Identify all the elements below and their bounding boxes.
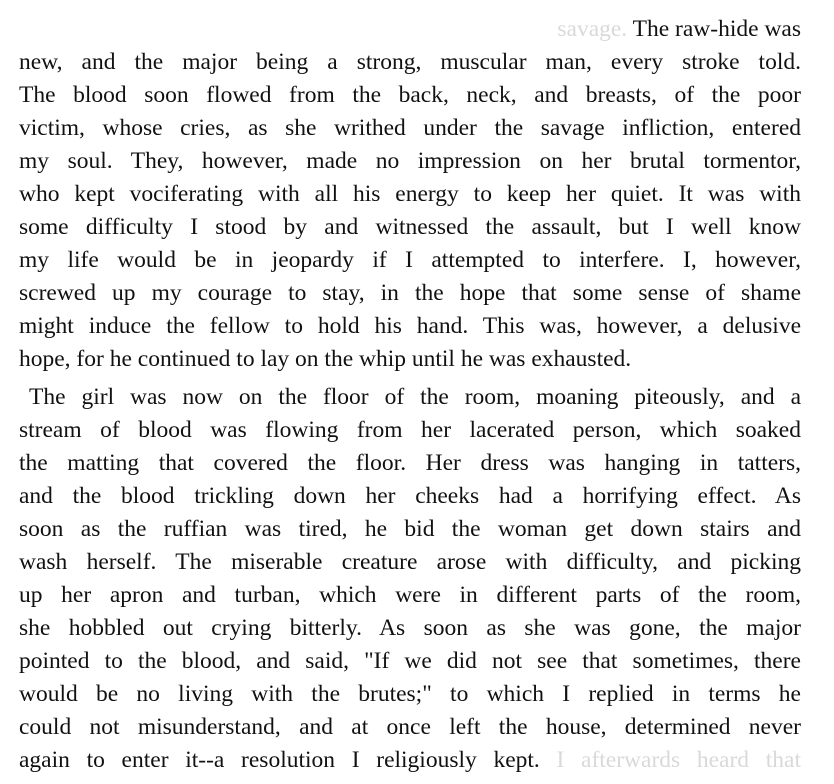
paragraph-1-line-11: hope, for he continued to lay on the whip until he was exhausted.: [19, 346, 632, 372]
paragraph-2-line-10: would be no living with the brutes;" to which I replied in terms he: [19, 681, 801, 707]
paragraph-2-line-5: soon as the ruffian was tired, he bid the woman get down stairs and: [19, 516, 801, 542]
faded-text: savage.: [557, 16, 628, 42]
paragraph-1-line-5: my soul. They, however, made no impression on her brutal tormentor,: [19, 148, 801, 174]
faded-text: I afterwards heard that: [556, 747, 801, 773]
paragraph-2-line-12: again to enter it--a resolution I religiously kept. I afterwards heard that: [19, 747, 801, 773]
paragraph-2-line-11: could not misunderstand, and at once left the house, determined never: [19, 714, 801, 740]
paragraph-2-line-6: wash herself. The miserable creature arose with difficulty, and picking: [19, 549, 801, 575]
paragraph-2-line-3: the matting that covered the floor. Her dress was hanging in tatters,: [19, 450, 801, 476]
paragraph-2-line-7: up her apron and turban, which were in different parts of the room,: [19, 582, 801, 608]
paragraph-1-line-1: savage. The raw-hide was: [557, 16, 801, 42]
paragraph-2: [19, 381, 801, 777]
paragraph-1-line-3: The blood soon flowed from the back, neck, and breasts, of the poor: [19, 82, 801, 108]
paragraph-2-line-8: she hobbled out crying bitterly. As soon as she was gone, the major: [19, 615, 801, 641]
paragraph-1-line-7: some difficulty I stood by and witnessed the assault, but I well know: [19, 214, 801, 240]
paragraph-2-line-4: and the blood trickling down her cheeks had a horrifying effect. As: [19, 483, 801, 509]
paragraph-1-line-4: victim, whose cries, as she writhed under the savage infliction, entered: [19, 115, 801, 141]
paragraph-1-line-2: new, and the major being a strong, muscular man, every stroke told.: [19, 49, 801, 75]
paragraph-2-line-2: stream of blood was flowing from her lacerated person, which soaked: [19, 417, 801, 443]
paragraph-1-line-8: my life would be in jeopardy if I attempted to interfere. I, however,: [19, 247, 801, 273]
paragraph-1-line-10: might induce the fellow to hold his hand. This was, however, a delusive: [19, 313, 801, 339]
paragraph-2-line-9: pointed to the blood, and said, "If we did not see that sometimes, there: [19, 648, 801, 674]
paragraph-1-line-6: who kept vociferating with all his energy to keep her quiet. It was with: [19, 181, 801, 207]
paragraph-1: [19, 13, 801, 376]
paragraph-1-line-9: screwed up my courage to stay, in the hope that some sense of shame: [19, 280, 801, 306]
paragraph-2-line-1: The girl was now on the floor of the room, moaning piteously, and a: [29, 384, 801, 410]
